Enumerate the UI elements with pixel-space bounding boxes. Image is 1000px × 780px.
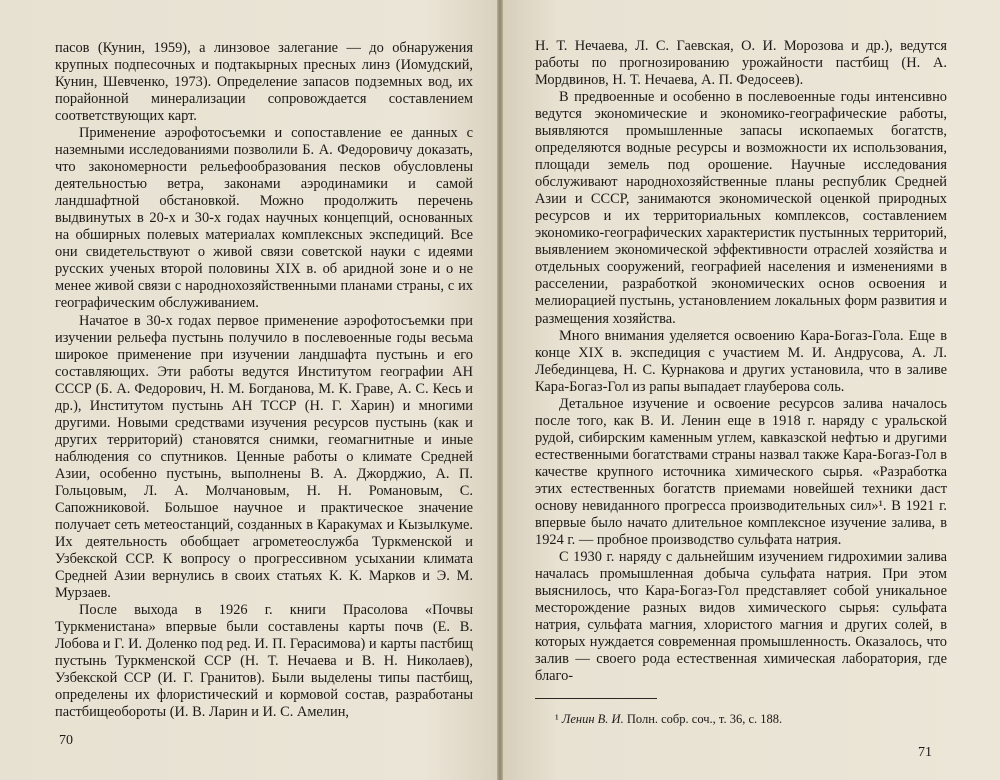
page-number: 71 [918,745,932,760]
page-number: 70 [59,733,73,748]
footnote-text: Полн. собр. соч., т. 36, с. 188. [626,712,783,726]
book-gutter [497,0,503,780]
footnote-rule [535,698,657,699]
footnote-author: Ленин В. И. [561,712,624,726]
paragraph: Детальное изучение и освоение ресурсов залива началось после того, как В. И. Ленин еще в 1918 г. наряду с уральской рудой, сибирским каменным углем, кавказской нефтью и другими естественными богатствами страны назвал также Кара-Богаз-Гол в качестве крупного источника химического сырья. «Разработка этих естественных богатств приемами новейшей техники даст основу невиданного прогресса производительных сил»¹. В 1921 г. впервые было начато длительное комплексное изучение залива, в 1924 г. — пробное производство сульфата натрия. [535,395,947,548]
paragraph: После выхода в 1926 г. книги Прасолова «Почвы Туркменистана» впервые были составлены карты почв (Е. В. Лобова и Г. И. Доленко под ред. И. П. Герасимова) и карты пастбищ пустынь Туркменской ССР (Н. Т. Нечаева и В. Н. Николаев), Узбекской ССР (И. Г. Гранитов). Были выделены типы пастбищ, определены их флористический и кормовой состав, разработаны пастбищеобороты (И. В. Ларин и И. С. Амелин, [55,602,473,721]
paragraph: Много внимания уделяется освоению Кара-Богаз-Гола. Еще в конце XIX в. экспедиция с участием М. И. Андрусова, А. Л. Лебединцева, Н. С. Курнакова и других установила, что в заливе Кара-Богаз-Гол из рапы выпадает глауберова соль. [535,327,947,395]
left-page-text [55,40,473,721]
paragraph: Применение аэрофотосъемки и сопоставление ее данных с наземными исследованиями позволили Б. А. Федоровичу доказать, что закономерности рельефообразования песков обусловлены деятельностью ветра, законами аэродинамики и самой ландшафтной обстановкой. Можно продолжить перечень выдвинутых в 20-х и 30-х годах научных концепций, основанных на обширных полевых материалах комплексных экспедиций. Все они свидетельствуют о живой связи советской науки с идеями русских ученых второй половины XIX в. об аридной зоне и о не менее живой связи с народнохозяйственными планами страны, с их географическим обслуживанием. [55,125,473,312]
footnote [555,712,955,727]
right-page-text [535,38,947,685]
footnote-marker: ¹ [555,712,559,726]
paragraph: Начатое в 30-х годах первое применение аэрофотосъемки при изучении рельефа пустынь получило в послевоенные годы весьма широкое применение при изучении ландшафта пустынь и его составляющих. Эти работы ведутся Институтом географии АН СССР (Б. А. Федорович, Н. М. Богданова, М. К. Граве, А. С. Кесь и др.), Институтом пустынь АН ТССР (Н. Г. Харин) и многими другими. Новыми средствами изучения ресурсов пустынь (как и других территорий) становятся снимки, геомагнитные и иные наблюдения со спутников. Ценные работы о климате Средней Азии, особенно пустынь, выполнены В. А. Джорджио, А. П. Гольцовым, Л. А. Молчановым, Н. Н. Романовым, С. Сапожниковой. Большое научное и практическое значение получает сеть метеостанций, созданных в Каракумах и Кызылкуме. Их деятельность обобщает агрометеослужба Туркменской и Узбекской ССР. К вопросу о прогрессивном усыхании климата Средней Азии вернулись в своих статьях К. К. Марков и Э. М. Мурзаев. [55,312,473,601]
paragraph: Н. Т. Нечаева, Л. С. Гаевская, О. И. Морозова и др.), ведутся работы по прогнозированию урожайности пастбищ (Н. А. Мордвинов, Н. Т. Нечаева, А. П. Федосеев). [535,38,947,89]
paragraph: В предвоенные и особенно в послевоенные годы интенсивно ведутся экономические и экономико-географические работы, выявляются промышленные запасы ископаемых богатств, определяются водные ресурсы и возможности их использования, площади земель под орошение. Научные исследования обслуживают народнохозяйственные планы республик Средней Азии и СССР, занимаются экономической оценкой природных ресурсов и их территориальных комплексов, составлением экономико-географических характеристик пустынных территорий, выявлением экономической эффективности отраслей хозяйства и отдельных сооружений, географией населения и изменениями в расселении, разработкой экономических основ освоения и мелиорацией пустынь, установлением локальных форм развития и размещения хозяйства. [535,89,947,327]
paragraph: С 1930 г. наряду с дальнейшим изучением гидрохимии залива началась промышленная добыча сульфата натрия. При этом выяснилось, что Кара-Богаз-Гол представляет собой уникальное месторождение разных видов химического сырья: сульфата натрия, сульфата магния, хлористого магния и других солей, в которых нуждается современная промышленность. Оказалось, что залив — своего рода естественная химическая лаборатория, где благо- [535,548,947,685]
right-page [500,0,1000,780]
paragraph: пасов (Кунин, 1959), а линзовое залегание — до обнаружения крупных подпесочных и подтакырных пресных линз (Иомудский, Кунин, Шевченко, 1973). Определение запасов подземных вод, их порайонной минерализации сопровождается составлением соответствующих карт. [55,40,473,125]
